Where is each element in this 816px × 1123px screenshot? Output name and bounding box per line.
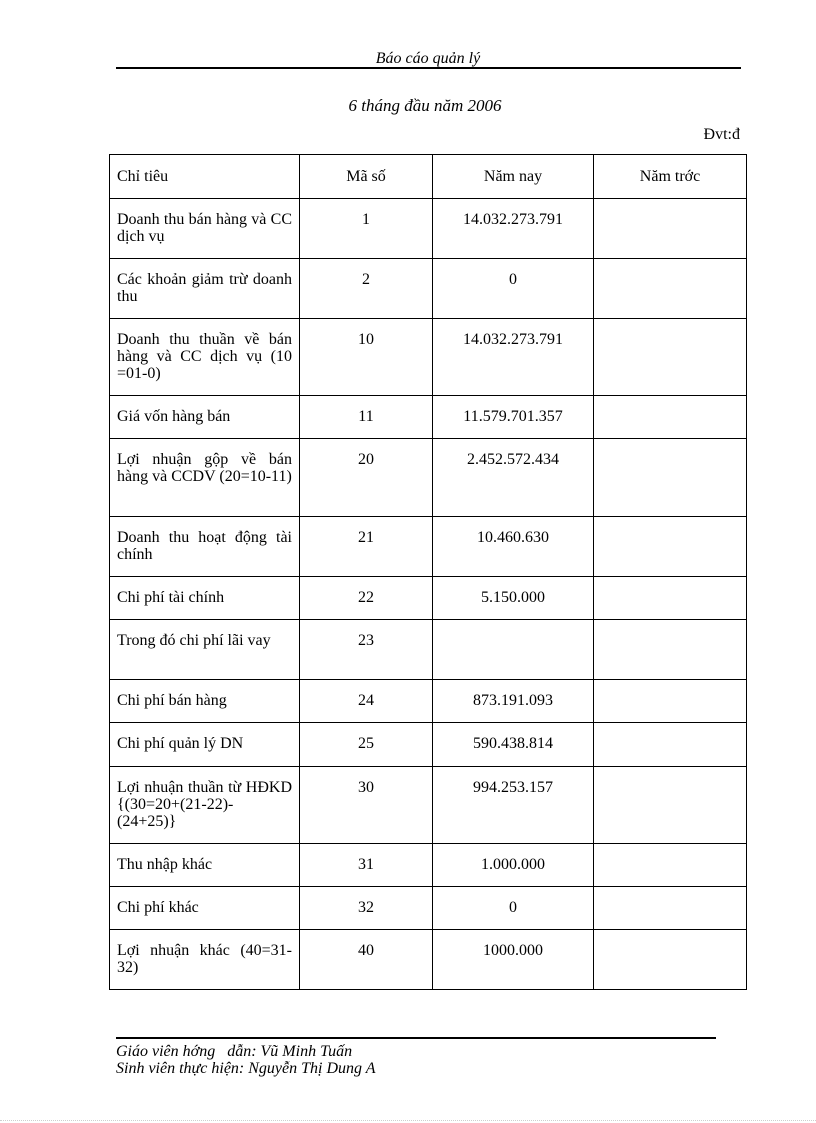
- row-previous-value: [594, 620, 747, 680]
- table-row: [110, 577, 747, 620]
- row-code: 1: [300, 199, 433, 259]
- page-bottom-edge: [0, 1120, 816, 1121]
- row-previous-value: [594, 396, 747, 439]
- row-current-value: 14.032.273.791: [433, 199, 594, 259]
- row-indicator: Chi phí quản lý DN: [110, 723, 300, 767]
- row-previous-value: [594, 844, 747, 887]
- row-indicator: Thu nhập khác: [110, 844, 300, 887]
- row-indicator: Chi phí bán hàng: [110, 680, 300, 723]
- row-current-value: 1000.000: [433, 930, 594, 990]
- currency-unit: Đvt:đ: [703, 126, 740, 143]
- row-current-value: 11.579.701.357: [433, 396, 594, 439]
- row-code: 22: [300, 577, 433, 620]
- row-code: 23: [300, 620, 433, 680]
- table-row: [110, 844, 747, 887]
- row-indicator: Chi phí khác: [110, 887, 300, 930]
- row-current-value: 10.460.630: [433, 517, 594, 577]
- row-current-value: 2.452.572.434: [433, 439, 594, 517]
- row-indicator: Doanh thu bán hàng và CC dịch vụ: [110, 199, 300, 259]
- row-code: 2: [300, 259, 433, 319]
- table-row: [110, 767, 747, 844]
- table-row: [110, 680, 747, 723]
- row-current-value: 1.000.000: [433, 844, 594, 887]
- row-code: 31: [300, 844, 433, 887]
- header-code: Mã số: [300, 155, 433, 199]
- table-row: [110, 620, 747, 680]
- row-previous-value: [594, 517, 747, 577]
- row-code: 25: [300, 723, 433, 767]
- page-header-title: Báo cáo quản lý: [375, 50, 481, 67]
- table-row: [110, 930, 747, 990]
- row-previous-value: [594, 439, 747, 517]
- footer-divider: [116, 1037, 716, 1039]
- row-indicator: Doanh thu hoạt động tài chính: [110, 517, 300, 577]
- row-indicator: Trong đó chi phí lãi vay: [110, 620, 300, 680]
- header-previous-year: Năm trớc: [594, 155, 747, 199]
- row-previous-value: [594, 680, 747, 723]
- row-previous-value: [594, 259, 747, 319]
- row-code: 11: [300, 396, 433, 439]
- table-row: [110, 439, 747, 517]
- row-code: 40: [300, 930, 433, 990]
- row-current-value: 590.438.814: [433, 723, 594, 767]
- row-current-value: 873.191.093: [433, 680, 594, 723]
- row-indicator: Lợi nhuận khác (40=31-32): [110, 930, 300, 990]
- row-previous-value: [594, 930, 747, 990]
- row-code: 10: [300, 319, 433, 396]
- row-previous-value: [594, 767, 747, 844]
- row-current-value: 0: [433, 259, 594, 319]
- row-current-value: 14.032.273.791: [433, 319, 594, 396]
- report-period: 6 tháng đầu năm 2006: [348, 96, 502, 115]
- table-row: [110, 259, 747, 319]
- row-previous-value: [594, 319, 747, 396]
- table-row: [110, 319, 747, 396]
- header-indicator: Chỉ tiêu: [110, 155, 300, 199]
- row-current-value: [433, 620, 594, 680]
- table-row: [110, 517, 747, 577]
- footer-advisor: Giáo viên hớng dẫn: Vũ Minh Tuấn: [116, 1043, 353, 1060]
- row-indicator: Doanh thu thuần về bán hàng và CC dịch vụ (10 =01-0): [110, 319, 300, 396]
- footer-student: Sinh viên thực hiện: Nguyễn Thị Dung A: [116, 1060, 376, 1077]
- row-code: 32: [300, 887, 433, 930]
- table-row: [110, 887, 747, 930]
- row-current-value: 0: [433, 887, 594, 930]
- row-indicator: Lợi nhuận thuần từ HĐKD {(30=20+(21-22)-(24+25)}: [110, 767, 300, 844]
- table-header-row: [110, 155, 747, 199]
- row-code: 30: [300, 767, 433, 844]
- row-indicator: Lợi nhuận gộp về bán hàng và CCDV (20=10-11): [110, 439, 300, 517]
- row-indicator: Giá vốn hàng bán: [110, 396, 300, 439]
- table-row: [110, 723, 747, 767]
- row-code: 21: [300, 517, 433, 577]
- row-indicator: Các khoản giảm trừ doanh thu: [110, 259, 300, 319]
- row-previous-value: [594, 577, 747, 620]
- row-previous-value: [594, 199, 747, 259]
- table-row: [110, 396, 747, 439]
- row-current-value: 994.253.157: [433, 767, 594, 844]
- row-current-value: 5.150.000: [433, 577, 594, 620]
- row-previous-value: [594, 723, 747, 767]
- table-row: [110, 199, 747, 259]
- row-code: 24: [300, 680, 433, 723]
- row-previous-value: [594, 887, 747, 930]
- row-code: 20: [300, 439, 433, 517]
- row-indicator: Chi phí tài chính: [110, 577, 300, 620]
- header-current-year: Năm nay: [433, 155, 594, 199]
- income-statement-table: [109, 154, 747, 990]
- header-divider: [116, 67, 741, 69]
